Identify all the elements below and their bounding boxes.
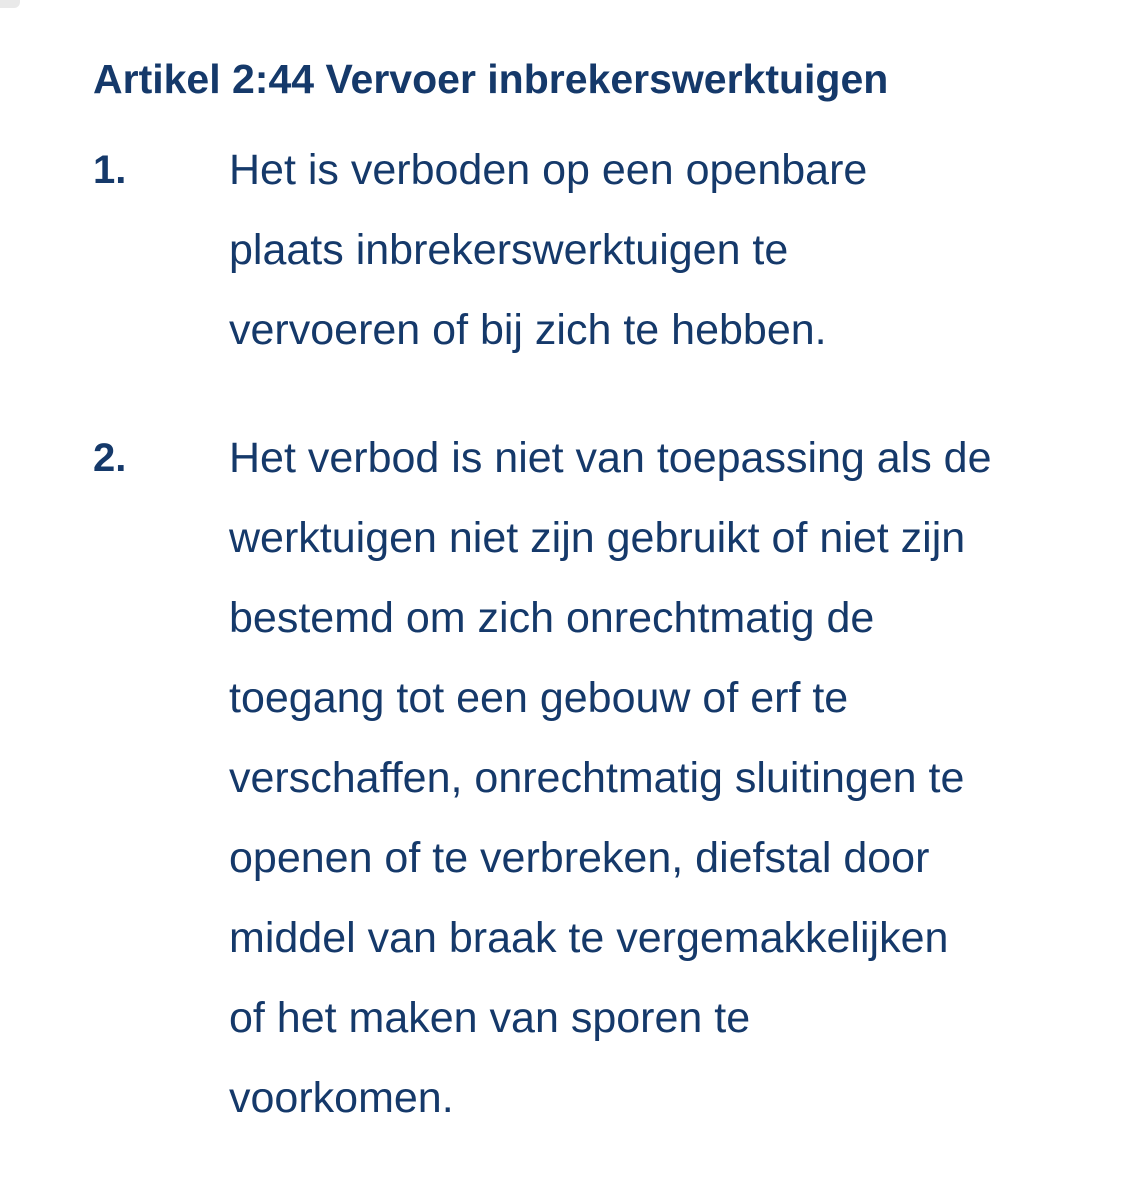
paragraph-line: of het maken van sporen te bbox=[229, 994, 751, 1042]
paragraph-line: plaats inbrekerswerktuigen te bbox=[229, 226, 789, 274]
paragraph-text bbox=[229, 418, 1113, 1138]
article-title: Artikel 2:44 Vervoer inbrekerswerktuigen bbox=[93, 56, 889, 102]
article bbox=[93, 52, 1113, 1138]
paragraph-line: vervoeren of bij zich te hebben. bbox=[229, 306, 827, 354]
article-paragraph-1 bbox=[93, 130, 1113, 370]
paragraph-text bbox=[229, 130, 1113, 370]
article-paragraph-2 bbox=[93, 418, 1113, 1138]
paragraph-line: middel van braak te vergemakkelijken bbox=[229, 914, 949, 962]
paragraph-line: werktuigen niet zijn gebruikt of niet zijn bbox=[229, 514, 966, 562]
paragraph-line: bestemd om zich onrechtmatig de bbox=[229, 594, 875, 642]
paragraph-line: verschaffen, onrechtmatig sluitingen te bbox=[229, 754, 965, 802]
paragraph-line: toegang tot een gebouw of erf te bbox=[229, 674, 849, 722]
paragraph-line: openen of te verbreken, diefstal door bbox=[229, 834, 930, 882]
paragraph-number: 2. bbox=[93, 436, 127, 480]
paragraph-line: Het is verboden op een openbare bbox=[229, 146, 868, 194]
top-edge-fragment bbox=[0, 0, 20, 8]
paragraph-number: 1. bbox=[93, 148, 127, 192]
paragraph-line: Het verbod is niet van toepassing als de bbox=[229, 434, 992, 482]
paragraph-line: voorkomen. bbox=[229, 1074, 454, 1122]
